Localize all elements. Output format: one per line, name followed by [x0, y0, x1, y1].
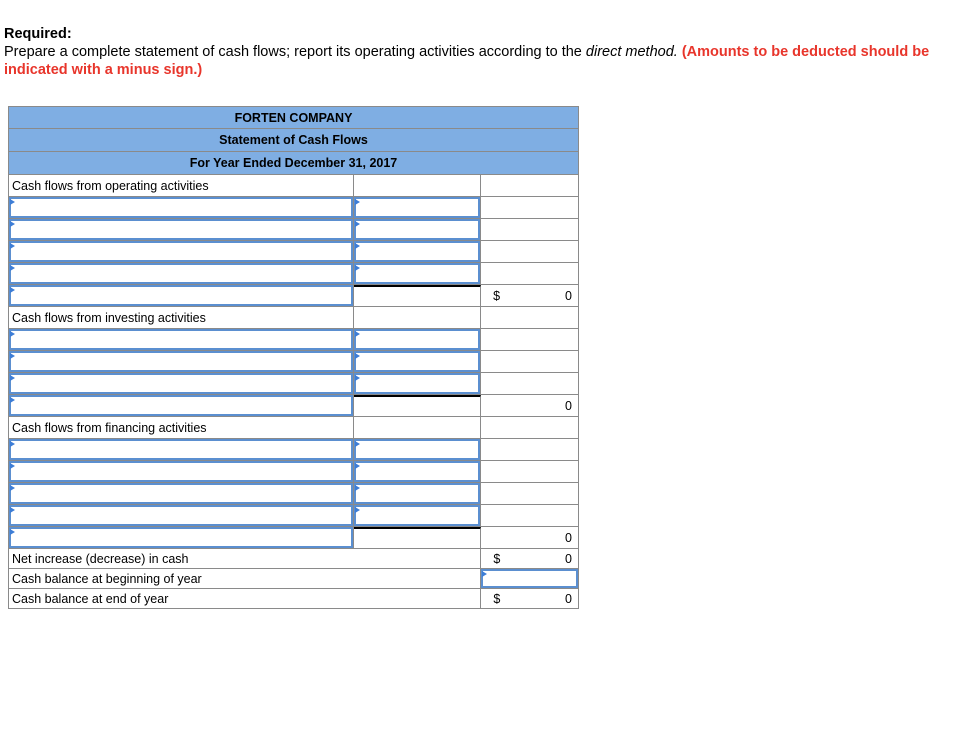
financing-item-input[interactable]: [8, 505, 354, 527]
instruction-text: Prepare a complete statement of cash flows; report its operating activities according to the: [4, 44, 586, 60]
financing-amount-input[interactable]: [354, 505, 481, 527]
operating-amount-input[interactable]: [354, 219, 481, 241]
instruction-method: direct method.: [585, 44, 678, 60]
financing-total-value: 0: [565, 531, 572, 545]
operating-total-value: 0: [565, 289, 572, 303]
ending-balance-value: 0: [565, 592, 572, 606]
investing-item-input[interactable]: [8, 373, 354, 395]
operating-label: Cash flows from operating activities: [8, 175, 354, 197]
required-heading: Required:: [4, 26, 72, 42]
operating-total-dollar: $: [493, 289, 501, 303]
instruction-note: (Amounts to be deducted should be indicated with a minus sign.): [4, 44, 930, 78]
section-row: [8, 307, 579, 329]
investing-label: Cash flows from investing activities: [8, 307, 354, 329]
operating-amount-input[interactable]: [354, 241, 481, 263]
table-row: [8, 263, 579, 285]
financing-item-input[interactable]: [8, 439, 354, 461]
table-row: [8, 241, 579, 263]
section-row: [8, 175, 579, 197]
table-row: [8, 285, 579, 307]
ending-balance-dollar: $: [493, 592, 501, 606]
cash-flow-statement: [8, 106, 579, 609]
ending-balance-label: Cash balance at end of year: [8, 589, 481, 609]
operating-amount-input[interactable]: [354, 263, 481, 285]
table-row: [8, 461, 579, 483]
section-row: [8, 417, 579, 439]
financing-amount-input[interactable]: [354, 439, 481, 461]
investing-amount-input[interactable]: [354, 351, 481, 373]
operating-total-label-input[interactable]: [8, 285, 354, 307]
table-row: [8, 329, 579, 351]
investing-item-input[interactable]: [8, 329, 354, 351]
net-change-label: Net increase (decrease) in cash: [8, 549, 481, 569]
table-row: [8, 351, 579, 373]
table-row: [8, 219, 579, 241]
financing-item-input[interactable]: [8, 483, 354, 505]
beginning-balance-row: [8, 569, 579, 589]
beginning-balance-label: Cash balance at beginning of year: [8, 569, 481, 589]
operating-item-input[interactable]: [8, 263, 354, 285]
ending-balance-row: [8, 589, 579, 609]
table-row: [8, 527, 579, 549]
investing-total-label-input[interactable]: [8, 395, 354, 417]
table-row: [8, 439, 579, 461]
net-change-dollar: $: [493, 552, 501, 566]
operating-item-input[interactable]: [8, 197, 354, 219]
operating-amount-input[interactable]: [354, 197, 481, 219]
financing-label: Cash flows from financing activities: [8, 417, 354, 439]
table-row: [8, 505, 579, 527]
company-name: FORTEN COMPANY: [8, 106, 579, 129]
financing-amount-input[interactable]: [354, 461, 481, 483]
instructions: [4, 25, 964, 79]
net-change-row: [8, 549, 579, 569]
financing-total-label-input[interactable]: [8, 527, 354, 549]
operating-item-input[interactable]: [8, 219, 354, 241]
financing-item-input[interactable]: [8, 461, 354, 483]
statement-title: Statement of Cash Flows: [8, 129, 579, 152]
financing-amount-input[interactable]: [354, 483, 481, 505]
table-row: [8, 395, 579, 417]
beginning-balance-input[interactable]: [481, 569, 579, 589]
investing-total-value: 0: [565, 399, 572, 413]
operating-item-input[interactable]: [8, 241, 354, 263]
investing-amount-input[interactable]: [354, 373, 481, 395]
investing-amount-input[interactable]: [354, 329, 481, 351]
net-change-value: 0: [565, 552, 572, 566]
table-row: [8, 483, 579, 505]
table-row: [8, 373, 579, 395]
investing-item-input[interactable]: [8, 351, 354, 373]
table-row: [8, 197, 579, 219]
statement-period: For Year Ended December 31, 2017: [8, 152, 579, 175]
